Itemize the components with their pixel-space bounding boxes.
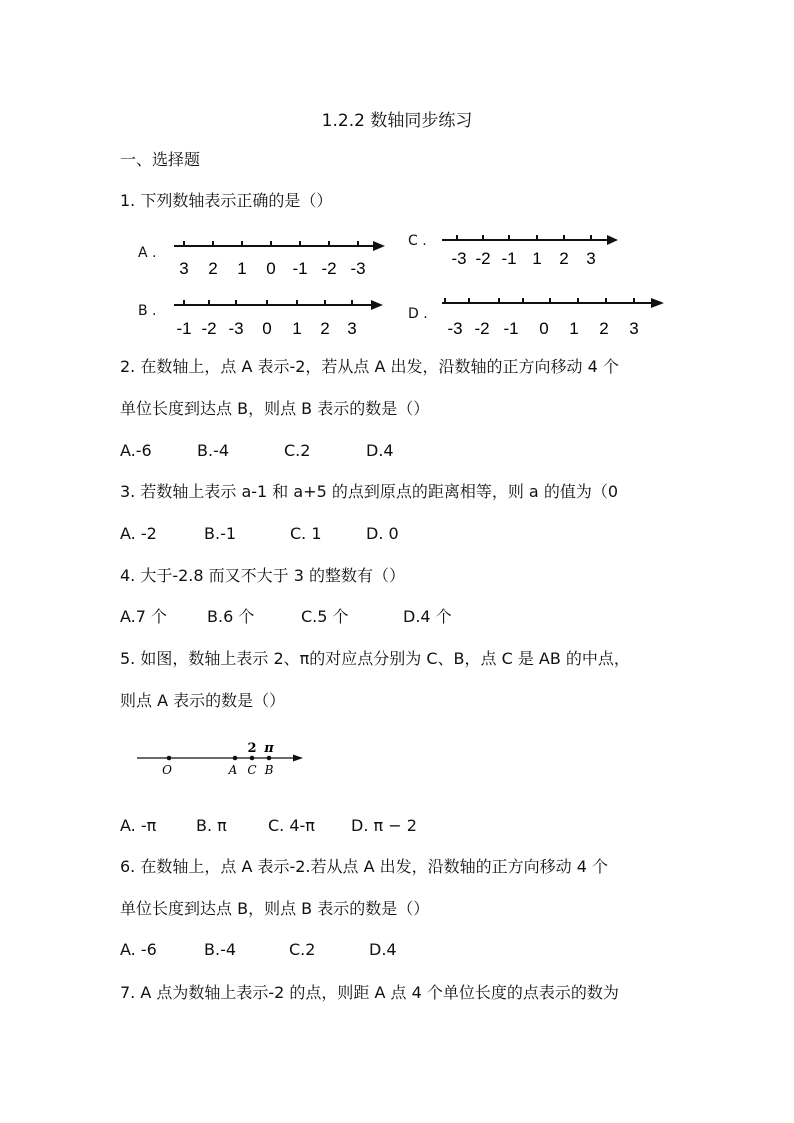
q1-c-tick-label: -3 bbox=[451, 249, 467, 268]
question-6-line-2: 单位长度到达点 B，则点 B 表示的数是（） bbox=[120, 899, 430, 918]
q5-option-c: C. 4-π bbox=[268, 816, 315, 835]
q1-d-tick-label: 0 bbox=[539, 319, 549, 338]
q1-option-a-number-line bbox=[170, 236, 390, 280]
q1-c-tick-label: 3 bbox=[586, 249, 596, 268]
q1-a-tick-label: 0 bbox=[266, 259, 276, 278]
question-6-line-1: 6. 在数轴上，点 A 表示-2.若从点 A 出发，沿数轴的正方向移动 4 个 bbox=[120, 857, 608, 876]
q1-b-tick-label: 2 bbox=[320, 319, 330, 338]
q1-b-tick-label: 1 bbox=[292, 319, 302, 338]
q4-option-c: C.5 个 bbox=[301, 607, 349, 626]
q3-option-b: B.-1 bbox=[204, 524, 237, 543]
q1-b-tick-label: -2 bbox=[201, 319, 217, 338]
q5-option-b: B. π bbox=[196, 816, 227, 835]
question-5-line-2: 则点 A 表示的数是（） bbox=[120, 691, 286, 710]
q1-a-tick-label: 2 bbox=[208, 259, 218, 278]
q1-a-tick-label: -1 bbox=[292, 259, 308, 278]
q4-option-b: B.6 个 bbox=[207, 607, 255, 626]
q6-option-b: B.-4 bbox=[204, 940, 237, 959]
q1-a-tick-label: -2 bbox=[321, 259, 337, 278]
q1-d-tick-label: 1 bbox=[569, 319, 579, 338]
section-heading: 一、选择题 bbox=[120, 150, 201, 169]
q1-option-c-label: C . bbox=[408, 233, 427, 249]
q3-option-d: D. 0 bbox=[366, 524, 399, 543]
q1-c-tick-label: -1 bbox=[501, 249, 517, 268]
q1-d-tick-label: 2 bbox=[599, 319, 609, 338]
q1-b-tick-label: -3 bbox=[228, 319, 244, 338]
question-2-line-2: 单位长度到达点 B，则点 B 表示的数是（） bbox=[120, 399, 430, 418]
q1-b-tick-label: -1 bbox=[176, 319, 192, 338]
q1-d-tick-label: 3 bbox=[629, 319, 639, 338]
q2-option-c: C.2 bbox=[284, 441, 311, 460]
q5-label-two: 2 bbox=[247, 741, 257, 756]
question-3-line-1: 3. 若数轴上表示 a-1 和 a+5 的点到原点的距离相等，则 a 的值为（0 bbox=[120, 482, 619, 501]
q5-number-line-figure bbox=[135, 738, 310, 780]
q1-c-tick-label: 2 bbox=[559, 249, 569, 268]
q5-point-o: O bbox=[162, 763, 172, 777]
q1-b-tick-label: 3 bbox=[347, 319, 357, 338]
q1-option-c-number-line bbox=[440, 230, 625, 270]
q5-point-a: A bbox=[228, 763, 238, 777]
q5-option-d: D. π − 2 bbox=[351, 816, 417, 835]
q1-c-tick-label: -2 bbox=[475, 249, 491, 268]
q1-a-tick-label: 3 bbox=[179, 259, 189, 278]
q3-option-c: C. 1 bbox=[290, 524, 322, 543]
q5-option-a: A. -π bbox=[120, 816, 157, 835]
question-1-stem: 1. 下列数轴表示正确的是（） bbox=[120, 191, 333, 210]
q1-option-d-number-line bbox=[440, 293, 670, 339]
question-4-line-1: 4. 大于-2.8 而又不大于 3 的整数有（） bbox=[120, 566, 406, 585]
page-title: 1.2.2 数轴同步练习 bbox=[321, 111, 473, 131]
question-7-line-1: 7. A 点为数轴上表示-2 的点，则距 A 点 4 个单位长度的点表示的数为 bbox=[120, 983, 619, 1002]
q1-option-b-label: B . bbox=[138, 303, 157, 319]
q2-option-d: D.4 bbox=[366, 441, 394, 460]
q4-option-d: D.4 个 bbox=[403, 607, 452, 626]
q1-option-a-label: A . bbox=[138, 245, 157, 261]
q1-option-d-label: D . bbox=[408, 306, 428, 322]
q2-option-b: B.-4 bbox=[197, 441, 230, 460]
q5-label-pi: π bbox=[264, 741, 274, 756]
q2-option-a: A.-6 bbox=[120, 441, 152, 460]
q6-option-c: C.2 bbox=[289, 940, 316, 959]
q1-d-tick-label: -2 bbox=[474, 319, 490, 338]
q1-a-tick-label: -3 bbox=[350, 259, 366, 278]
q1-a-tick-label: 1 bbox=[237, 259, 247, 278]
q1-option-b-number-line bbox=[170, 295, 390, 339]
q3-option-a: A. -2 bbox=[120, 524, 157, 543]
q1-d-tick-label: -1 bbox=[503, 319, 519, 338]
question-5-line-1: 5. 如图，数轴上表示 2、π的对应点分别为 C、B，点 C 是 AB 的中点， bbox=[120, 649, 630, 668]
q1-c-tick-label: 1 bbox=[532, 249, 542, 268]
q5-point-c: C bbox=[247, 763, 257, 777]
q4-option-a: A.7 个 bbox=[120, 607, 168, 626]
q1-d-tick-label: -3 bbox=[447, 319, 463, 338]
q1-b-tick-label: 0 bbox=[262, 319, 272, 338]
q6-option-a: A. -6 bbox=[120, 940, 157, 959]
q5-point-b: B bbox=[264, 763, 274, 777]
q6-option-d: D.4 bbox=[369, 940, 397, 959]
question-2-line-1: 2. 在数轴上，点 A 表示-2，若从点 A 出发，沿数轴的正方向移动 4 个 bbox=[120, 357, 619, 376]
